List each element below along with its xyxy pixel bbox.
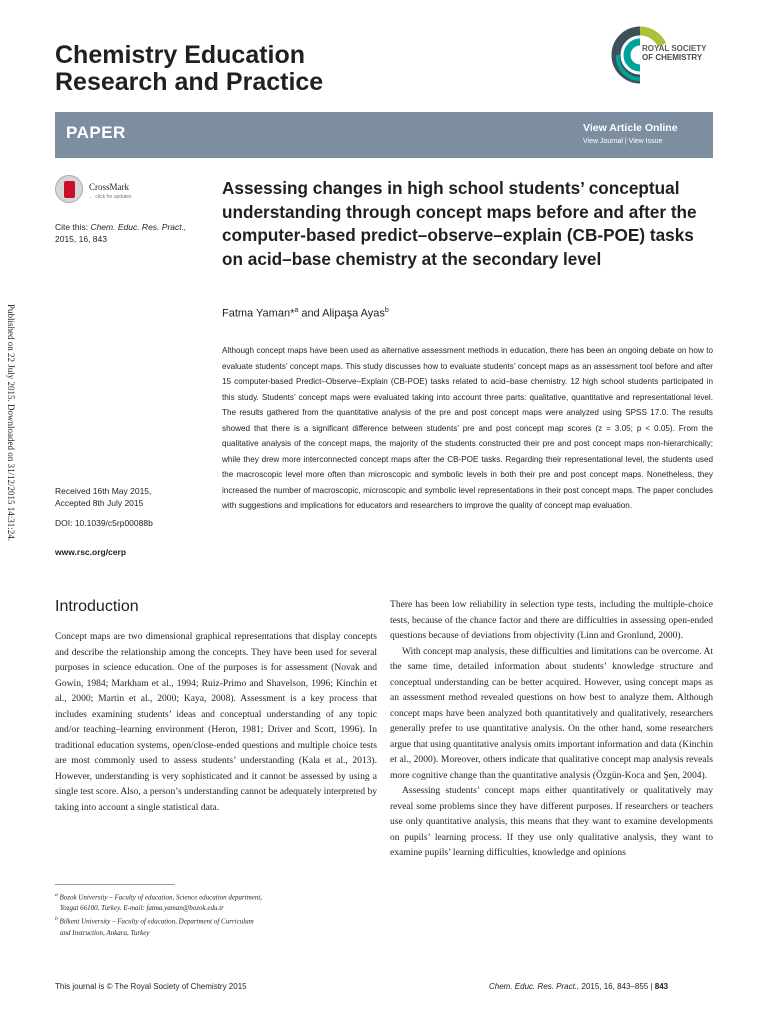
link-separator: |	[622, 138, 629, 145]
footer-details: 2015, 16, 843–855 |	[579, 982, 655, 991]
authors	[222, 307, 389, 320]
footnote-a-line2: Yozgat 66100, Turkey. E-mail: fatma.yaman@bozok.edu.tr	[60, 904, 224, 913]
footer-citation	[489, 982, 668, 991]
accepted-date: Accepted 8th July 2015	[55, 498, 144, 508]
footnote-a	[55, 890, 375, 903]
crossmark-label[interactable]: CrossMark	[89, 182, 129, 192]
paragraph: There has been low reliability in selection type tests, including the multiple-choice tests, because of the chance factor and there are difficulties in assessing open-ended questions because of deviations from objectivity (Linn and Gronlund, 2000).	[390, 599, 713, 641]
view-issue-link[interactable]: View Issue	[628, 138, 663, 145]
body-column-right	[390, 597, 713, 861]
paragraph: Assessing students’ concept maps either quantitatively or qualitatively may reveal some problems since they have different purposes. If researchers or teachers use only quantitative analysis, this means that they want to examine developments on pupils’ learning process. If they use only qualitative analysis, they want to examine pupils’ learning difficulties, knowledge and opinions	[390, 785, 713, 858]
paragraph: Concept maps are two dimensional graphical representations that display concepts and describe the relationship among the concepts. They have been used for several purposes in science education. One of the purposes is for assessment (Novak and Gowin, 1984; Markham et al., 1994; Ruiz-Primo and Shavelson, 1996; Kinchin et al., 2000; Martin et al., 2000; Kaya, 2008). Assessment is a key process that includes examining students’ ideas and conceptual understanding of any topic and/or teaching–learning environment (Heron, 1981; Driver and Scott, 1996). In traditional education systems, open/close-ended questions and multiple choice tests are most commonly used to assess students’ understanding (Kala et al., 2013). However, understanding is very sophisticated and it cannot be assessed by using a single test score. Also, a person’s understanding cannot be adequately interpreted by taking into account a single statistical data.	[55, 631, 377, 813]
cite-details: 2015, 16, 843	[55, 234, 107, 244]
article-title: Assessing changes in high school students’ conceptual understanding through concept maps before and after the computer-based predict–observe–explain (CB-POE) tasks on acid–base chemistry at the secondary level	[222, 178, 697, 269]
footnotes	[55, 890, 375, 939]
received-date: Received 16th May 2015,	[55, 486, 152, 496]
journal-title	[55, 42, 323, 96]
cite-label: Cite this:	[55, 222, 91, 232]
crossmark-icon[interactable]	[55, 175, 83, 203]
crossmark-sub: ← click for updates	[89, 194, 132, 200]
footnote-b-marker: b	[55, 916, 58, 923]
cite-journal: Chem. Educ. Res. Pract.,	[90, 222, 187, 232]
author-1: Fatma Yaman*	[222, 307, 295, 320]
footnote-a-marker: a	[55, 892, 58, 898]
footer-copyright: This journal is © The Royal Society of Chemistry 2015	[55, 982, 247, 991]
citation	[55, 221, 186, 245]
author-2-affiliation: b	[384, 307, 389, 314]
paragraph: With concept map analysis, these difficulties and limitations can be overcome. At the same time, detailed information about students’ knowledge structure and conceptual understanding can be better acquired. However, using concept maps as an assessment method revealed questions on how best to analyze them. Although concept maps have been analyzed both quantitatively and qualitatively, researchers generally prefer to use quantitative analysis. On the other hand, some researchers argue that using quantitative analysis omits important information and data (Kinchin et al., 2000). Moreover, others indicate that qualitative concept map analysis reveals more cognitive change than the quantitative analysis (Özgün-Koca and Şen, 2004).	[390, 645, 713, 781]
journal-title-line2: Research and Practice	[55, 68, 324, 96]
footnote-rule	[55, 884, 175, 885]
paper-banner	[55, 112, 713, 158]
dates	[55, 485, 151, 509]
view-article-online-link[interactable]: View Article Online	[583, 122, 678, 134]
journal-title-line1: Chemistry Education	[55, 41, 306, 69]
article-type-label: PAPER	[66, 123, 126, 142]
publisher-line1: ROYAL SOCIETY	[642, 44, 707, 53]
section-heading-introduction: Introduction	[55, 598, 139, 615]
footer-journal: Chem. Educ. Res. Pract.,	[489, 982, 580, 991]
journal-url[interactable]: www.rsc.org/cerp	[55, 547, 127, 557]
footnote-a-line1: Bozok University – Faculty of education, Science education department,	[59, 893, 263, 902]
abstract: Although concept maps have been used as alternative assessment methods in education, there has been an ongoing debate on how to evaluate students’ concept maps. This study discusses how to evaluate students’ concept maps as an assessment tool before and after 15 computer-based Predict–Observe–Explain (CB-POE) tasks related to acid–base chemistry. 12 high school students participated in this study. Students’ concept maps were evaluated taking into account three parts: qualitative, quantitative and representational level. The results gathered from the quantitative analysis of the pre and post concept maps were analyzed using SPSS 17.0. The results showed that there is a significant difference between students’ pre and post concept map scores (z = 3.05; p < 0.05). From the qualitative analysis of the concept maps, the majority of the students constructed their pre and post concept maps non-hierarchically; while they drew more interconnected concept maps after the CB-POE tasks. Regarding their representational level, the students used the macroscopic level more often than microscopic and symbolic levels in both their pre and post concept maps. Nonetheless, they increased the number of macroscopic, microscopic and symbolic level representations in their post concept maps. The paper concludes with suggestions and implications for educators and researchers to improve the quality of concept map evaluation.	[222, 346, 713, 510]
page-number: 843	[654, 982, 669, 991]
publisher-line2: OF CHEMISTRY	[642, 53, 703, 62]
publisher-name	[642, 44, 706, 62]
body-column-left	[55, 629, 377, 815]
author-1-affiliation: a	[294, 307, 299, 314]
footnote-b-line1: Bilkent University – Faculty of education, Department of Curriculum	[59, 917, 254, 926]
view-journal-link[interactable]: View Journal	[583, 138, 623, 145]
footnote-b-line2: and Instruction, Ankara, Turkey	[60, 928, 150, 937]
author-2: Alipaşa Ayas	[322, 307, 385, 320]
published-note	[6, 304, 16, 604]
view-links	[583, 138, 662, 145]
author-join: and	[298, 307, 323, 320]
published-note-text: Published on 22 July 2015. Downloaded on 31/12/2015 14:31:24.	[6, 304, 16, 541]
footnote-b	[55, 914, 375, 927]
doi[interactable]: DOI: 10.1039/c5rp00088b	[55, 518, 153, 528]
